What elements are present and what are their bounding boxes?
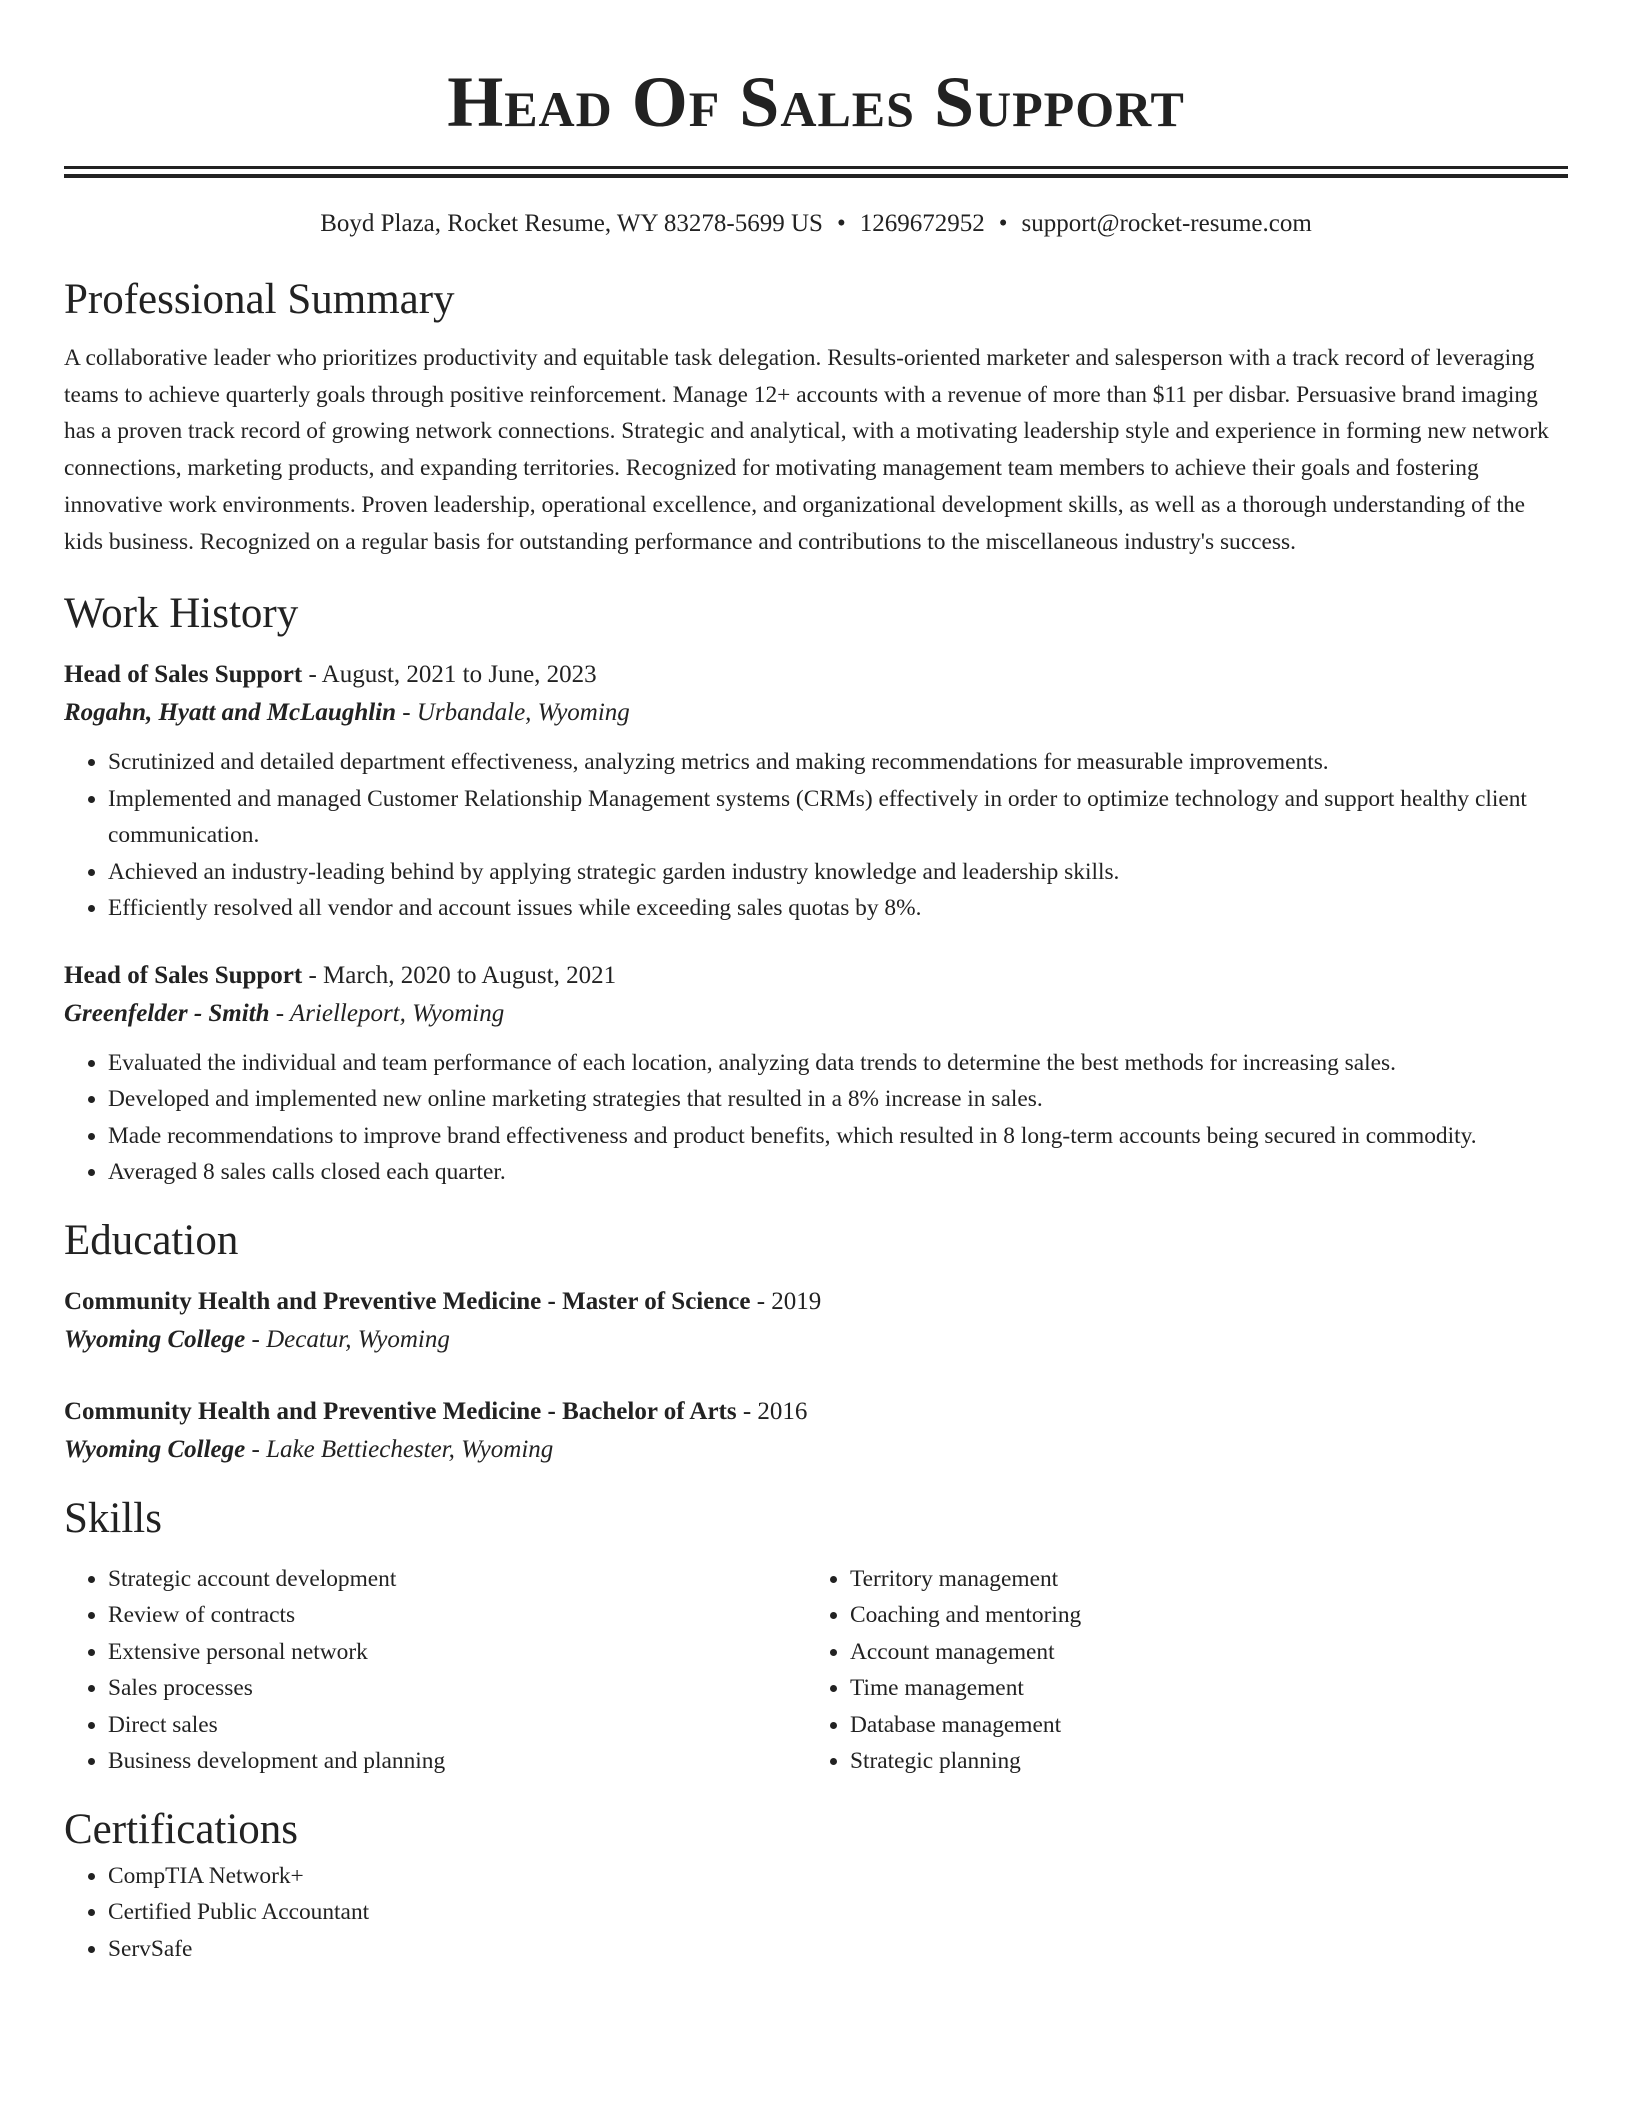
job-dates: - March, 2020 to August, 2021	[302, 961, 617, 989]
job-location: - Arielleport, Wyoming	[269, 999, 505, 1027]
skill-item: • Database management	[850, 1707, 1548, 1744]
education-entry	[64, 1393, 1568, 1469]
job-bullet: • Achieved an industry-leading behind by applying strategic garden industry knowledge and leadership skills.	[108, 854, 1568, 891]
skill-item: • Strategic account development	[108, 1561, 806, 1598]
summary-text: A collaborative leader who prioritizes productivity and equitable task delegation. Results-oriented marketer and salesperson with a track record of leveraging teams to achieve quarterly goals through positive reinforcement. Manage 12+ accounts with a revenue of more than $11 per disbar. Persuasive brand imaging has a proven track record of growing network connections. Strategic and analytical, with a motivating leadership style and experience in forming new network connections, marketing products, and expanding territories. Recognized for motivating management team members to achieve their goals and fostering innovative work environments. Proven leadership, operational excellence, and organizational development skills, as well as a thorough understanding of the kids business. Recognized on a regular basis for outstanding performance and contributions to the miscellaneous industry's success.	[64, 345, 1549, 555]
resume-title: Head Of Sales Support	[447, 62, 1185, 142]
skill-item: • Territory management	[850, 1561, 1548, 1598]
contact-line	[64, 208, 1568, 240]
title-divider	[64, 166, 1568, 178]
job-company: Rogahn, Hyatt and McLaughlin	[64, 699, 397, 727]
skill-item: • Direct sales	[108, 1707, 806, 1744]
skill-item: • Time management	[850, 1670, 1548, 1707]
education-school-line	[64, 1431, 1568, 1469]
education-year: - 2019	[750, 1287, 822, 1315]
contact-email: support@rocket-resume.com	[1021, 210, 1312, 237]
skill-item: • Review of contracts	[108, 1597, 806, 1634]
job-dates: - August, 2021 to June, 2023	[302, 661, 597, 689]
job-bullet: • Implemented and managed Customer Relationship Management systems (CRMs) effectively in order to optimize technology and support healthy client communication.	[108, 781, 1568, 854]
certifications-heading: Certifications	[64, 1805, 299, 1853]
job-bullets	[64, 744, 1568, 927]
job-title: Head of Sales Support	[64, 961, 303, 989]
job-bullet: • Scrutinized and detailed department effectiveness, analyzing metrics and making recommendations for measurable improvements.	[108, 744, 1568, 781]
job-company-line	[64, 694, 1568, 732]
education-heading: Education	[64, 1216, 239, 1264]
work-history-heading: Work History	[64, 590, 299, 638]
education-location: - Lake Bettiechester, Wyoming	[245, 1435, 554, 1463]
job-bullet: • Made recommendations to improve brand effectiveness and product benefits, which resulted in 8 long-term accounts being secured in commodity.	[108, 1118, 1568, 1155]
education-school-line	[64, 1321, 1568, 1359]
contact-address: Boyd Plaza, Rocket Resume, WY 83278-5699 US	[320, 210, 823, 237]
skills-columns	[64, 1561, 1568, 1780]
job-bullet: • Efficiently resolved all vendor and account issues while exceeding sales quotas by 8%.	[108, 890, 1568, 927]
job-header	[64, 656, 1568, 694]
education-school: Wyoming College	[64, 1325, 246, 1353]
contact-phone: 1269672952	[859, 210, 985, 237]
education-degree-line	[64, 1283, 1568, 1321]
contact-separator: •	[998, 210, 1008, 237]
job-bullet: • Evaluated the individual and team performance of each location, analyzing data trends to determine the best methods for increasing sales.	[108, 1045, 1568, 1082]
summary-heading: Professional Summary	[64, 276, 455, 323]
job-title: Head of Sales Support	[64, 661, 303, 689]
job-bullet: • Averaged 8 sales calls closed each quarter.	[108, 1154, 1568, 1191]
contact-separator: •	[836, 210, 846, 237]
education-degree: Community Health and Preventive Medicine - Master of Science	[64, 1287, 751, 1315]
job-location: - Urbandale, Wyoming	[396, 699, 630, 727]
education-school: Wyoming College	[64, 1435, 246, 1463]
skill-item: • Business development and planning	[108, 1743, 806, 1780]
certification-item: • ServSafe	[108, 1931, 1568, 1968]
job-entry	[64, 957, 1568, 1191]
certifications-list	[64, 1858, 1568, 1968]
skill-item: • Strategic planning	[850, 1743, 1548, 1780]
education-location: - Decatur, Wyoming	[245, 1325, 450, 1353]
skills-left-list	[64, 1561, 806, 1780]
skill-item: • Extensive personal network	[108, 1634, 806, 1671]
education-degree: Community Health and Preventive Medicine - Bachelor of Arts	[64, 1397, 737, 1425]
education-entry	[64, 1283, 1568, 1359]
skill-item: • Sales processes	[108, 1670, 806, 1707]
job-bullet: • Developed and implemented new online marketing strategies that resulted in a 8% increase in sales.	[108, 1081, 1568, 1118]
certification-item: • CompTIA Network+	[108, 1858, 1568, 1895]
education-degree-line	[64, 1393, 1568, 1431]
skill-item: • Coaching and mentoring	[850, 1597, 1548, 1634]
job-entry	[64, 656, 1568, 927]
skill-item: • Account management	[850, 1634, 1548, 1671]
job-company: Greenfelder - Smith	[64, 999, 270, 1027]
job-header	[64, 957, 1568, 995]
job-company-line	[64, 995, 1568, 1033]
skills-right-list	[806, 1561, 1548, 1780]
job-bullets	[64, 1045, 1568, 1191]
skills-heading: Skills	[64, 1494, 162, 1542]
certification-item: • Certified Public Accountant	[108, 1894, 1568, 1931]
education-year: - 2016	[736, 1397, 808, 1425]
